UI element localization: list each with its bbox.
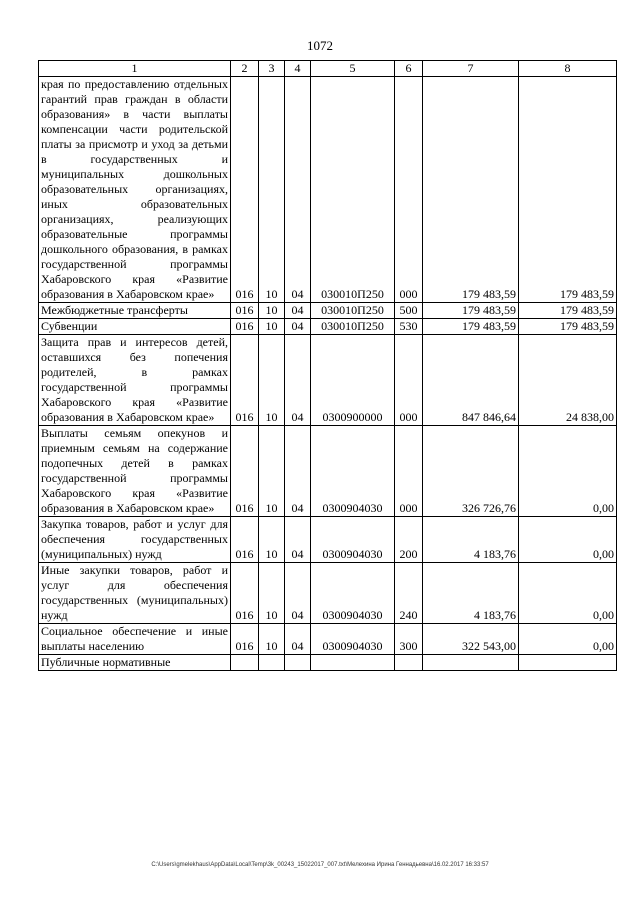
table-row: [39, 655, 617, 671]
row-code-subsection: 04: [285, 319, 311, 335]
row-code-subsection: [285, 655, 311, 671]
column-header: 3: [259, 61, 285, 77]
row-amount-actual: 179 483,59: [519, 303, 617, 319]
row-code-ministry: 016: [231, 517, 259, 563]
row-code-target: 0300904030: [311, 624, 395, 655]
table-row: [39, 624, 617, 655]
row-code-target: 0300904030: [311, 426, 395, 517]
row-code-section: [259, 655, 285, 671]
row-code-target: 0300904030: [311, 517, 395, 563]
row-amount-planned: 4 183,76: [423, 517, 519, 563]
column-header: 5: [311, 61, 395, 77]
row-code-subsection: 04: [285, 335, 311, 426]
row-name: Иные закупки товаров, работ и услуг для обеспечения государственных (муниципальных) нужд: [39, 563, 231, 624]
row-amount-actual: 179 483,59: [519, 77, 617, 303]
row-amount-actual: 0,00: [519, 624, 617, 655]
row-name: Публичные нормативные: [39, 655, 231, 671]
row-code-ministry: 016: [231, 335, 259, 426]
row-code-subsection: 04: [285, 624, 311, 655]
row-code-ministry: 016: [231, 563, 259, 624]
table-row: [39, 335, 617, 426]
row-code-subsection: 04: [285, 563, 311, 624]
row-amount-planned: 322 543,00: [423, 624, 519, 655]
column-header: 6: [395, 61, 423, 77]
row-code-target: [311, 655, 395, 671]
row-amount-actual: [519, 655, 617, 671]
row-amount-actual: 0,00: [519, 517, 617, 563]
row-code-subsection: 04: [285, 77, 311, 303]
budget-table: [38, 60, 617, 671]
row-code-section: 10: [259, 426, 285, 517]
row-amount-actual: 0,00: [519, 563, 617, 624]
column-header: 1: [39, 61, 231, 77]
row-code-expense-type: 000: [395, 426, 423, 517]
row-code-expense-type: 000: [395, 335, 423, 426]
row-code-section: 10: [259, 319, 285, 335]
row-amount-planned: 847 846,64: [423, 335, 519, 426]
column-header: 8: [519, 61, 617, 77]
column-header: 4: [285, 61, 311, 77]
table-row: [39, 563, 617, 624]
row-amount-planned: [423, 655, 519, 671]
footer-file-path: C:\Users\gmelekhaus\AppData\Local\Temp\3k_00243_15022017_007.txt\Мелехина Ирина Геннадьевна\16.02.2017 16:33:57: [151, 862, 489, 868]
row-code-subsection: 04: [285, 426, 311, 517]
row-amount-planned: 179 483,59: [423, 303, 519, 319]
row-code-ministry: 016: [231, 426, 259, 517]
column-header: 7: [423, 61, 519, 77]
row-code-section: 10: [259, 335, 285, 426]
page-number: 1072: [307, 38, 333, 53]
row-amount-planned: 326 726,76: [423, 426, 519, 517]
row-code-section: 10: [259, 563, 285, 624]
row-amount-actual: 179 483,59: [519, 319, 617, 335]
row-name: Субвенции: [39, 319, 231, 335]
row-code-subsection: 04: [285, 517, 311, 563]
row-amount-actual: 24 838,00: [519, 335, 617, 426]
row-code-section: 10: [259, 303, 285, 319]
row-code-target: 030010П250: [311, 77, 395, 303]
row-code-subsection: 04: [285, 303, 311, 319]
row-code-expense-type: 530: [395, 319, 423, 335]
row-code-target: 030010П250: [311, 319, 395, 335]
row-amount-planned: 179 483,59: [423, 319, 519, 335]
row-code-section: 10: [259, 77, 285, 303]
row-code-ministry: 016: [231, 77, 259, 303]
row-name: края по предоставлению отдельных гарантий прав граждан в области образования» в части выплаты компенсации части родительской платы за присмотр и уход за детьми в государственных и муниципальных дошкольных образовательных организациях, иных образовательных организациях, реализующих образовательные программы дошкольного образования, в рамках государственной программы Хабаровского края «Развитие образования в Хабаровском крае»: [39, 77, 231, 303]
row-name: Защита прав и интересов детей, оставшихся без попечения родителей, в рамках государственной программы Хабаровского края «Развитие образования в Хабаровском крае»: [39, 335, 231, 426]
table-row: [39, 303, 617, 319]
row-code-ministry: 016: [231, 303, 259, 319]
row-code-ministry: [231, 655, 259, 671]
row-code-target: 0300900000: [311, 335, 395, 426]
row-code-ministry: 016: [231, 319, 259, 335]
row-name: Межбюджетные трансферты: [39, 303, 231, 319]
row-name: Социальное обеспечение и иные выплаты населению: [39, 624, 231, 655]
row-code-section: 10: [259, 624, 285, 655]
row-code-expense-type: 240: [395, 563, 423, 624]
row-code-ministry: 016: [231, 624, 259, 655]
row-code-section: 10: [259, 517, 285, 563]
column-header: 2: [231, 61, 259, 77]
row-name: Выплаты семьям опекунов и приемным семьям на содержание подопечных детей в рамках государственной программы Хабаровского края «Развитие образования в Хабаровском крае»: [39, 426, 231, 517]
row-code-expense-type: 200: [395, 517, 423, 563]
table-header-row: [39, 61, 617, 77]
table-row: [39, 517, 617, 563]
row-code-target: 030010П250: [311, 303, 395, 319]
row-amount-planned: 179 483,59: [423, 77, 519, 303]
row-code-expense-type: 300: [395, 624, 423, 655]
row-code-expense-type: 000: [395, 77, 423, 303]
row-code-expense-type: 500: [395, 303, 423, 319]
table-row: [39, 426, 617, 517]
table-row: [39, 77, 617, 303]
row-amount-planned: 4 183,76: [423, 563, 519, 624]
table-row: [39, 319, 617, 335]
row-code-target: 0300904030: [311, 563, 395, 624]
row-code-expense-type: [395, 655, 423, 671]
row-amount-actual: 0,00: [519, 426, 617, 517]
row-name: Закупка товаров, работ и услуг для обеспечения государственных (муниципальных) нужд: [39, 517, 231, 563]
